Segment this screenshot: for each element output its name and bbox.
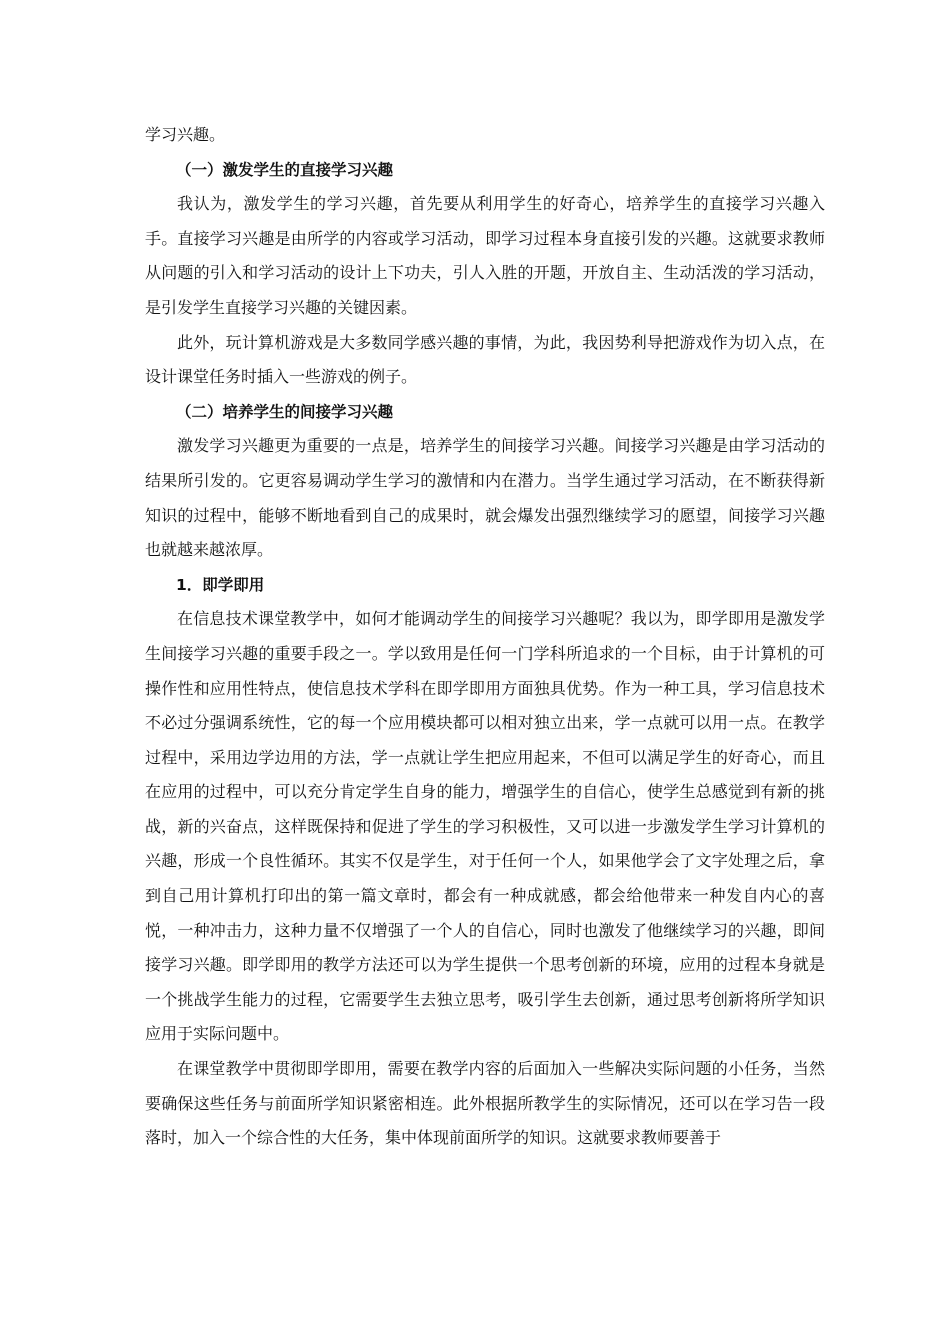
subsection-heading-learn-and-apply: 1．即学即用 — [176, 575, 265, 594]
paragraph: 我认为，激发学生的学习兴趣，首先要从利用学生的好奇心，培养学生的直接学习兴趣入手。直接学习兴趣是由所学的内容或学习活动，即学习过程本身直接引发的兴趣。这就要求教师从问题的引入和学习活动的设计上下功夫，引人入胜的开题，开放自主、生动活泼的学习活动，是引发学生直接学习兴趣的关键因素。 — [145, 194, 825, 317]
document-body — [145, 118, 825, 1156]
paragraph-continuation: 学习兴趣。 — [145, 125, 226, 144]
paragraph: 在信息技术课堂教学中，如何才能调动学生的间接学习兴趣呢？我以为，即学即用是激发学生间接学习兴趣的重要手段之一。学以致用是任何一门学科所追求的一个目标，由于计算机的可操作性和应用性特点，使信息技术学科在即学即用方面独具优势。作为一种工具，学习信息技术不必过分强调系统性，它的每一个应用模块都可以相对独立出来，学一点就可以用一点。在教学过程中，采用边学边用的方法，学一点就让学生把应用起来，不但可以满足学生的好奇心，而且在应用的过程中，可以充分肯定学生自身的能力，增强学生的自信心，使学生总感觉到有新的挑战，新的兴奋点，这样既保持和促进了学生的学习积极性，又可以进一步激发学生学习计算机的兴趣，形成一个良性循环。其实不仅是学生，对于任何一个人，如果他学会了文字处理之后，拿到自己用计算机打印出的第一篇文章时，都会有一种成就感，都会给他带来一种发自内心的喜悦，一种冲击力，这种力量不仅增强了一个人的自信心，同时也激发了他继续学习的兴趣，即间接学习兴趣。即学即用的教学方法还可以为学生提供一个思考创新的环境，应用的过程本身就是一个挑战学生能力的过程，它需要学生去独立思考，吸引学生去创新，通过思考创新将所学知识应用于实际问题中。 — [145, 609, 825, 1044]
section-heading-indirect-interest: （二）培养学生的间接学习兴趣 — [176, 402, 394, 421]
paragraph: 激发学习兴趣更为重要的一点是，培养学生的间接学习兴趣。间接学习兴趣是由学习活动的结果所引发的。它更容易调动学生学习的激情和内在潜力。当学生通过学习活动，在不断获得新知识的过程中，能够不断地看到自己的成果时，就会爆发出强烈继续学习的愿望，间接学习兴趣也就越来越浓厚。 — [145, 436, 825, 560]
section-heading-direct-interest: （一）激发学生的直接学习兴趣 — [176, 160, 394, 179]
paragraph: 此外，玩计算机游戏是大多数同学感兴趣的事情，为此，我因势利导把游戏作为切入点，在设计课堂任务时插入一些游戏的例子。 — [145, 332, 825, 387]
paragraph: 在课堂教学中贯彻即学即用，需要在教学内容的后面加入一些解决实际问题的小任务，当然要确保这些任务与前面所学知识紧密相连。此外根据所教学生的实际情况，还可以在学习告一段落时，加入一个综合性的大任务，集中体现前面所学的知识。这就要求教师要善于 — [145, 1059, 825, 1148]
